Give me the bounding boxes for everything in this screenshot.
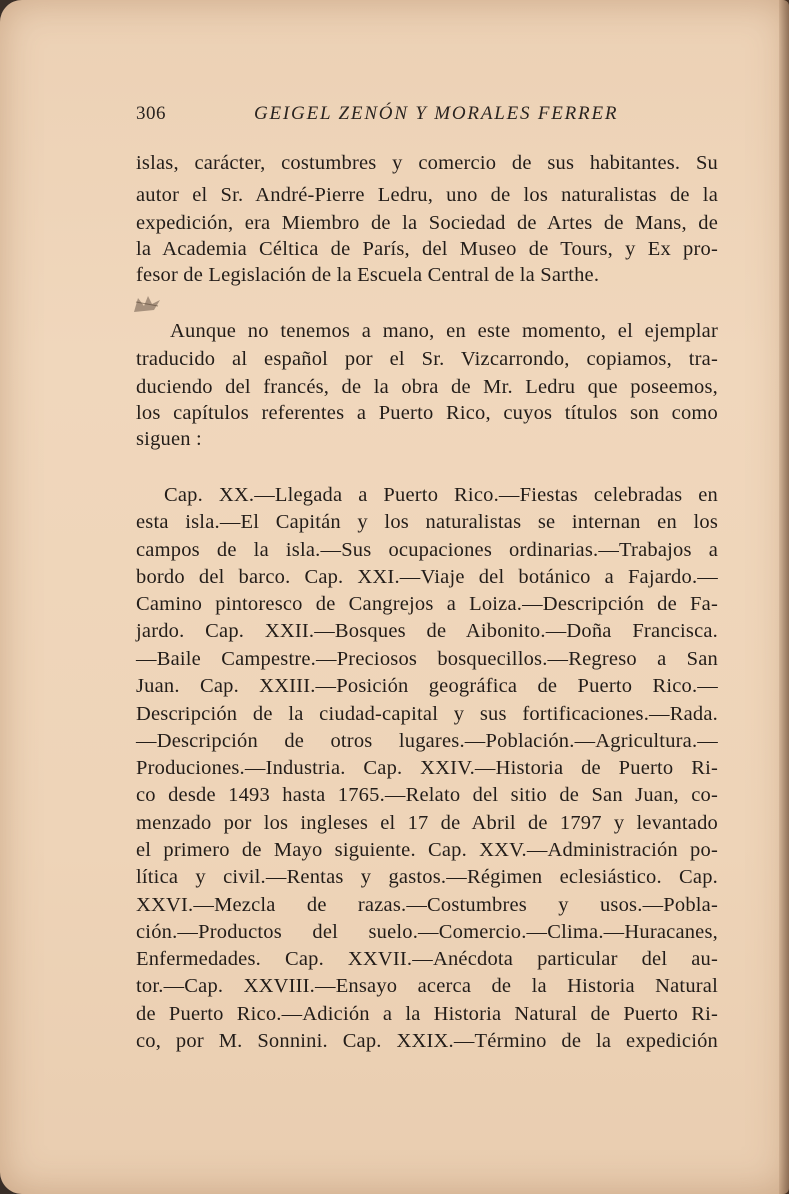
text-line: expedición, era Miembro de la Sociedad de Artes de Mans, de bbox=[136, 212, 718, 234]
text-line: co, por M. Sonnini. Cap. XXIX.—Término de la expedición bbox=[136, 1030, 718, 1052]
text-line: menzado por los ingleses el 17 de Abril de 1797 y levantado bbox=[136, 812, 718, 834]
text-line: los capítulos referentes a Puerto Rico, cuyos títulos son como bbox=[136, 402, 718, 424]
page-edge bbox=[779, 0, 789, 1194]
text-line: —Descripción de otros lugares.—Población.—Agricultura.— bbox=[136, 730, 718, 752]
text-line: fesor de Legislación de la Escuela Central de la Sarthe. bbox=[136, 264, 600, 286]
text-line: siguen : bbox=[136, 428, 202, 450]
text-line: Enfermedades. Cap. XXVII.—Anécdota particular del au- bbox=[136, 948, 718, 970]
text-line: islas, carácter, costumbres y comercio de sus habitantes. Su bbox=[136, 152, 718, 174]
text-line: jardo. Cap. XXII.—Bosques de Aibonito.—Doña Francisca. bbox=[136, 620, 718, 642]
text-line: tor.—Cap. XXVIII.—Ensayo acerca de la Historia Natural bbox=[136, 975, 718, 997]
text-line: duciendo del francés, de la obra de Mr. Ledru que poseemos, bbox=[136, 376, 718, 398]
text-line: la Academia Céltica de París, del Museo de Tours, y Ex pro- bbox=[136, 238, 718, 260]
text-line: Aunque no tenemos a mano, en este momento, el ejemplar bbox=[170, 320, 718, 342]
text-line: Juan. Cap. XXIII.—Posición geográfica de Puerto Rico.— bbox=[136, 675, 718, 697]
text-line: esta isla.—El Capitán y los naturalistas se internan en los bbox=[136, 511, 718, 533]
text-line: co desde 1493 hasta 1765.—Relato del sitio de San Juan, co- bbox=[136, 784, 718, 806]
text-line: autor el Sr. André-Pierre Ledru, uno de los naturalistas de la bbox=[136, 184, 718, 206]
text-line: el primero de Mayo siguiente. Cap. XXV.—Administración po- bbox=[136, 839, 718, 861]
ornament-mark bbox=[130, 292, 164, 316]
page-header bbox=[136, 103, 716, 129]
text-line: de Puerto Rico.—Adición a la Historia Natural de Puerto Ri- bbox=[136, 1003, 718, 1025]
text-line: —Baile Campestre.—Preciosos bosquecillos.—Regreso a San bbox=[136, 648, 718, 670]
text-line: bordo del barco. Cap. XXI.—Viaje del botánico a Fajardo.— bbox=[136, 566, 718, 588]
text-line: campos de la isla.—Sus ocupaciones ordinarias.—Trabajos a bbox=[136, 539, 718, 561]
text-line: Descripción de la ciudad-capital y sus fortificaciones.—Rada. bbox=[136, 703, 718, 725]
text-line: Produciones.—Industria. Cap. XXIV.—Historia de Puerto Ri- bbox=[136, 757, 718, 779]
text-line: ción.—Productos del suelo.—Comercio.—Clima.—Huracanes, bbox=[136, 921, 718, 943]
text-line: XXVI.—Mezcla de razas.—Costumbres y usos.—Pobla- bbox=[136, 894, 718, 916]
page-number: 306 bbox=[136, 103, 166, 124]
text-line: lítica y civil.—Rentas y gastos.—Régimen eclesiástico. Cap. bbox=[136, 866, 718, 888]
running-title: GEIGEL ZENÓN Y MORALES FERRER bbox=[254, 103, 619, 124]
text-line: Cap. XX.—Llegada a Puerto Rico.—Fiestas celebradas en bbox=[164, 484, 718, 506]
text-line: traducido al español por el Sr. Vizcarrondo, copiamos, tra- bbox=[136, 348, 718, 370]
text-line: Camino pintoresco de Cangrejos a Loiza.—Descripción de Fa- bbox=[136, 593, 718, 615]
